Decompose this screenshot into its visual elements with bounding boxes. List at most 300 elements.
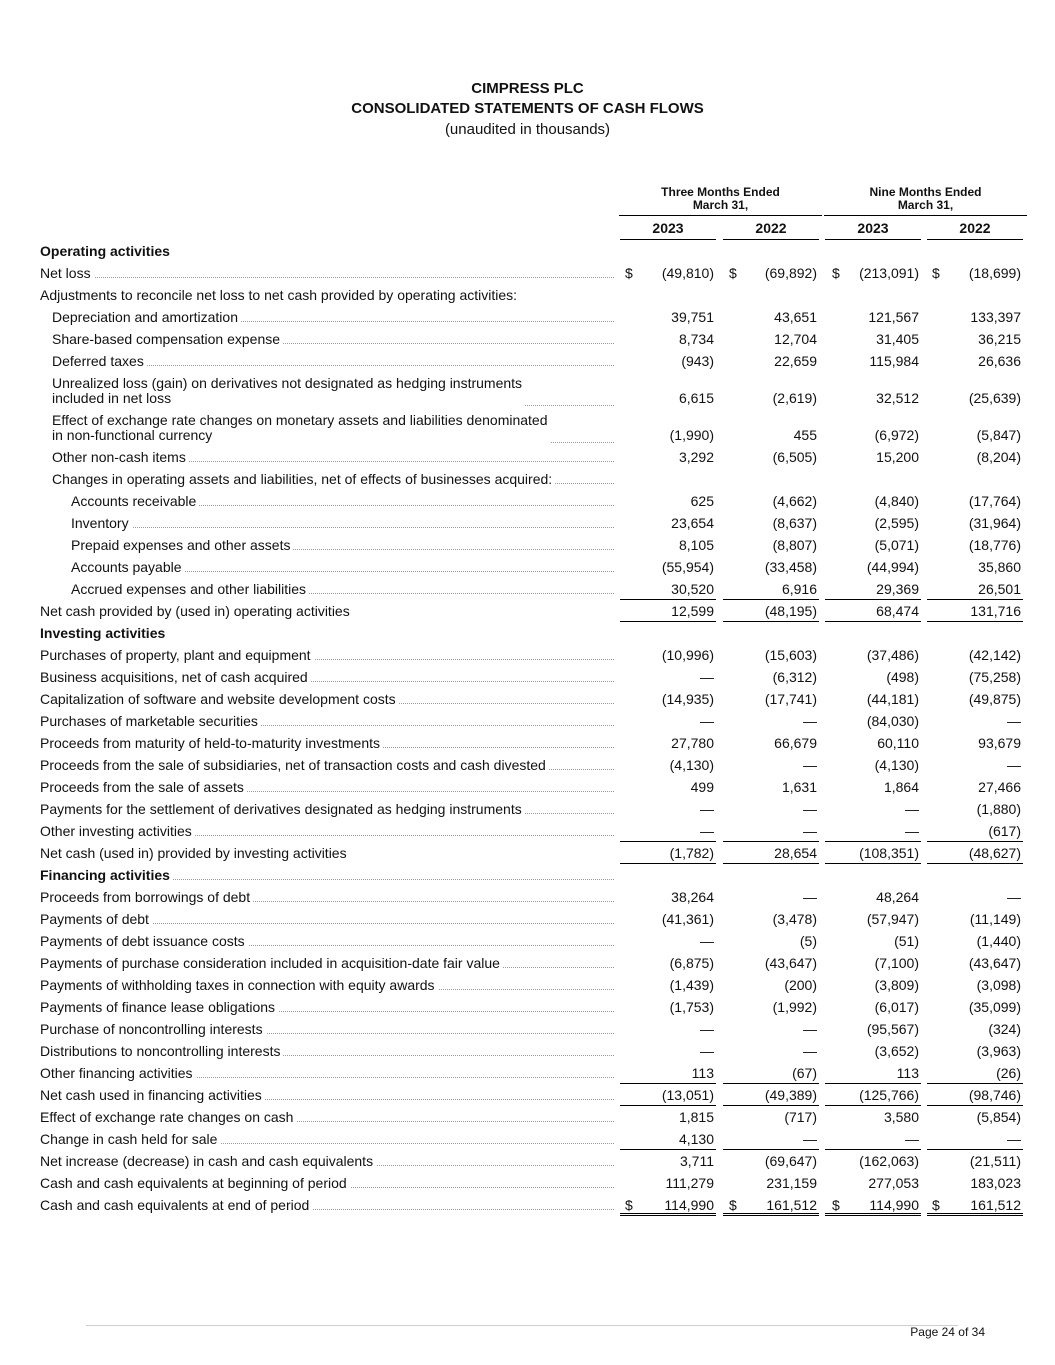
- table-row: [0, 1172, 1055, 1194]
- table-cell: —: [700, 823, 714, 839]
- table-row: [0, 1106, 1055, 1128]
- table-cell: —: [700, 801, 714, 817]
- table-cell: —: [700, 669, 714, 685]
- dot-leader: [44, 277, 614, 278]
- row-label: [40, 1150, 376, 1172]
- row-label: [40, 1106, 296, 1128]
- subtotal-rule: [825, 1105, 921, 1106]
- row-label: [71, 578, 309, 600]
- row-label: [52, 468, 555, 490]
- table-cell: 131,716: [970, 603, 1021, 619]
- table-cell: 93,679: [978, 735, 1021, 751]
- table-cell: (943): [681, 353, 714, 369]
- table-cell: 113: [691, 1065, 714, 1081]
- table-cell: (5): [799, 933, 817, 949]
- table-cell: —: [1007, 1131, 1021, 1147]
- row-label-line: Other financing activities: [40, 1065, 193, 1081]
- row-label: [52, 328, 283, 350]
- table-cell: (18,776): [968, 537, 1021, 553]
- table-cell: (48,627): [968, 845, 1021, 861]
- table-cell: (6,017): [874, 999, 919, 1015]
- row-label-line: Payments of debt issuance costs: [40, 933, 245, 949]
- table-cell: 3,711: [680, 1153, 714, 1169]
- row-label: [40, 908, 152, 930]
- row-label: [52, 446, 189, 468]
- table-cell: 6,916: [781, 581, 817, 597]
- table-cell: (2,595): [874, 515, 919, 531]
- currency-symbol: $: [832, 1197, 840, 1213]
- row-label: [40, 600, 353, 622]
- table-cell: 48,264: [876, 889, 919, 905]
- table-cell: (1,753): [669, 999, 714, 1015]
- row-label-line: Accounts receivable: [71, 493, 197, 509]
- table-row: [0, 930, 1055, 952]
- table-row: [0, 622, 1055, 644]
- table-row: [0, 468, 1055, 490]
- table-row: [0, 666, 1055, 688]
- table-cell: (69,647): [764, 1153, 817, 1169]
- table-row: [0, 798, 1055, 820]
- currency-symbol: $: [932, 265, 940, 281]
- table-cell: 39,751: [671, 309, 714, 325]
- subtotal-rule: [723, 1083, 819, 1084]
- table-cell: (49,810): [661, 265, 714, 281]
- table-cell: (1,992): [772, 999, 817, 1015]
- currency-symbol: $: [729, 265, 737, 281]
- subtotal-rule: [620, 599, 716, 600]
- table-cell: 6,615: [678, 390, 714, 406]
- table-cell: —: [700, 713, 714, 729]
- table-row: [0, 820, 1055, 842]
- table-cell: 183,023: [970, 1175, 1021, 1191]
- row-label-line: Payments of purchase consideration included in acquisition-date fair value: [40, 955, 500, 971]
- table-cell: (37,486): [866, 647, 919, 663]
- table-cell: (1,440): [976, 933, 1021, 949]
- table-cell: (14,935): [661, 691, 714, 707]
- table-cell: 31,405: [876, 331, 919, 347]
- row-label: [40, 1172, 350, 1194]
- table-cell: (75,258): [968, 669, 1021, 685]
- table-cell: 161,512: [970, 1197, 1021, 1213]
- table-cell: (18,699): [968, 265, 1021, 281]
- row-label-line: Net increase (decrease) in cash and cash equivalents: [40, 1153, 374, 1169]
- row-label-line: included in net loss: [52, 390, 172, 406]
- row-label-line: Net cash provided by (used in) operating activities: [40, 603, 350, 619]
- table-row: [0, 240, 1055, 262]
- row-label: [40, 842, 350, 864]
- table-cell: —: [803, 801, 817, 817]
- subtotal-rule: [927, 599, 1023, 600]
- table-cell: (6,875): [669, 955, 714, 971]
- table-cell: (4,840): [874, 493, 919, 509]
- table-row: [0, 534, 1055, 556]
- table-cell: (48,195): [764, 603, 817, 619]
- table-cell: —: [1007, 713, 1021, 729]
- table-cell: (21,511): [969, 1153, 1021, 1169]
- table-cell: (7,100): [874, 955, 919, 971]
- currency-symbol: $: [832, 265, 840, 281]
- row-label: [71, 534, 293, 556]
- table-cell: (15,603): [764, 647, 817, 663]
- footer-divider: [86, 1325, 958, 1326]
- table-row: [0, 578, 1055, 600]
- table-cell: (6,312): [772, 669, 817, 685]
- column-group-line2: March 31,: [692, 198, 749, 212]
- subtotal-rule: [723, 1105, 819, 1106]
- table-cell: 625: [690, 493, 714, 509]
- table-cell: —: [803, 757, 817, 773]
- table-row: [0, 776, 1055, 798]
- table-row: [0, 490, 1055, 512]
- subtotal-rule: [620, 863, 716, 864]
- row-label-line: Proceeds from the sale of subsidiaries, net of transaction costs and cash divested: [40, 757, 546, 773]
- table-cell: —: [803, 823, 817, 839]
- table-cell: (4,130): [874, 757, 919, 773]
- row-label-line: Other investing activities: [40, 823, 192, 839]
- table-cell: (8,204): [976, 449, 1021, 465]
- table-cell: 22,659: [774, 353, 817, 369]
- table-row: [0, 512, 1055, 534]
- table-cell: (51): [894, 933, 919, 949]
- table-row: [0, 350, 1055, 372]
- table-cell: (44,994): [866, 559, 919, 575]
- table-row: [0, 372, 1055, 409]
- table-cell: (717): [784, 1109, 817, 1125]
- table-cell: 35,860: [978, 559, 1021, 575]
- row-label-line: Purchases of marketable securities: [40, 713, 258, 729]
- row-label: [40, 1062, 196, 1084]
- table-cell: (162,063): [859, 1153, 919, 1169]
- table-cell: (95,567): [866, 1021, 919, 1037]
- table-cell: (108,351): [859, 845, 919, 861]
- table-cell: (10,996): [661, 647, 714, 663]
- row-label: [52, 376, 525, 406]
- table-cell: 113: [896, 1065, 919, 1081]
- subtotal-rule: [723, 599, 819, 600]
- table-cell: (2,619): [772, 390, 817, 406]
- row-label-line: Net cash used in financing activities: [40, 1087, 262, 1103]
- table-row: [0, 262, 1055, 284]
- table-cell: —: [700, 933, 714, 949]
- row-label-line: Share-based compensation expense: [52, 331, 281, 347]
- subtotal-rule: [927, 863, 1023, 864]
- total-double-rule: [620, 1213, 716, 1216]
- subtotal-rule: [723, 841, 819, 842]
- table-cell: —: [905, 1131, 919, 1147]
- table-cell: 499: [690, 779, 714, 795]
- row-label-line: Unrealized loss (gain) on derivatives not designated as hedging instruments: [52, 375, 523, 391]
- row-label-line: Distributions to noncontrolling interests: [40, 1043, 281, 1059]
- table-row: [0, 1062, 1055, 1084]
- row-label-line: Prepaid expenses and other assets: [71, 537, 291, 553]
- table-cell: (11,149): [969, 911, 1021, 927]
- table-cell: —: [803, 889, 817, 905]
- row-label-line: Accounts payable: [71, 559, 182, 575]
- table-cell: (84,030): [866, 713, 919, 729]
- table-row: [0, 710, 1055, 732]
- currency-symbol: $: [625, 265, 633, 281]
- table-cell: (3,809): [874, 977, 919, 993]
- table-row: [0, 886, 1055, 908]
- year-header: 2022: [755, 220, 787, 236]
- currency-symbol: $: [932, 1197, 940, 1213]
- table-cell: —: [700, 1021, 714, 1037]
- table-cell: (69,892): [764, 265, 817, 281]
- table-cell: 43,651: [774, 309, 817, 325]
- row-label-line: Purchase of noncontrolling interests: [40, 1021, 263, 1037]
- total-double-rule: [927, 1213, 1023, 1216]
- total-double-rule: [723, 1213, 819, 1216]
- row-label: [40, 930, 248, 952]
- row-label: [71, 556, 185, 578]
- table-cell: —: [1007, 889, 1021, 905]
- row-label-line: Business acquisitions, net of cash acquired: [40, 669, 308, 685]
- table-row: [0, 908, 1055, 930]
- row-label: [40, 798, 525, 820]
- table-cell: 66,679: [774, 735, 817, 751]
- column-group-underline: [824, 215, 1027, 216]
- row-label: [40, 776, 247, 798]
- table-row: [0, 1150, 1055, 1172]
- row-label: [52, 306, 241, 328]
- table-cell: (5,071): [874, 537, 919, 553]
- subtotal-rule: [723, 863, 819, 864]
- table-cell: 8,734: [678, 331, 714, 347]
- table-cell: (26): [996, 1065, 1021, 1081]
- total-double-rule: [825, 1213, 921, 1216]
- row-label-line: Effect of exchange rate changes on cash: [40, 1109, 294, 1125]
- table-cell: (25,639): [968, 390, 1021, 406]
- table-cell: 23,654: [671, 515, 714, 531]
- row-label-line: Changes in operating assets and liabilities, net of effects of businesses acquired:: [52, 471, 553, 487]
- table-row: [0, 446, 1055, 468]
- table-row: [0, 328, 1055, 350]
- year-header: 2022: [959, 220, 991, 236]
- table-cell: (49,389): [764, 1087, 817, 1103]
- table-cell: (13,051): [661, 1087, 714, 1103]
- table-cell: (8,637): [772, 515, 817, 531]
- row-label: [71, 512, 132, 534]
- table-cell: (6,505): [772, 449, 817, 465]
- table-cell: 4,130: [678, 1131, 714, 1147]
- table-row: [0, 732, 1055, 754]
- section-heading: [40, 864, 173, 886]
- table-row: [0, 1018, 1055, 1040]
- table-cell: (125,766): [859, 1087, 919, 1103]
- table-cell: 12,599: [671, 603, 714, 619]
- currency-symbol: $: [729, 1197, 737, 1213]
- table-cell: —: [905, 823, 919, 839]
- row-label: [40, 952, 503, 974]
- subtotal-rule: [723, 621, 819, 622]
- table-cell: (42,142): [968, 647, 1021, 663]
- table-cell: (98,746): [968, 1087, 1021, 1103]
- row-label: [40, 974, 438, 996]
- year-header: 2023: [652, 220, 684, 236]
- table-row: [0, 600, 1055, 622]
- subtotal-rule: [825, 1149, 921, 1150]
- table-row: [0, 974, 1055, 996]
- section-heading: [40, 240, 173, 262]
- row-label: [52, 413, 551, 443]
- row-label-line: Payments for the settlement of derivatives designated as hedging instruments: [40, 801, 522, 817]
- column-group-line1: Three Months Ended: [661, 185, 780, 199]
- statement-units: (unaudited in thousands): [444, 121, 611, 138]
- table-cell: (1,782): [669, 845, 714, 861]
- subtotal-rule: [620, 621, 716, 622]
- table-cell: 277,053: [868, 1175, 919, 1191]
- table-cell: (67): [792, 1065, 817, 1081]
- subtotal-rule: [825, 621, 921, 622]
- table-cell: (200): [784, 977, 817, 993]
- row-label-line: Investing activities: [40, 625, 166, 641]
- table-cell: —: [803, 1021, 817, 1037]
- table-cell: (1,990): [669, 427, 714, 443]
- row-label: [52, 350, 147, 372]
- table-cell: (44,181): [866, 691, 919, 707]
- subtotal-rule: [620, 841, 716, 842]
- column-group-line1: Nine Months Ended: [869, 185, 982, 199]
- row-label-line: Net cash (used in) provided by investing activities: [40, 845, 347, 861]
- table-cell: 1,864: [883, 779, 919, 795]
- row-label: [40, 1084, 265, 1106]
- subtotal-rule: [825, 599, 921, 600]
- row-label: [40, 688, 399, 710]
- row-label: [40, 262, 94, 284]
- table-cell: (498): [886, 669, 919, 685]
- table-cell: (35,099): [968, 999, 1021, 1015]
- column-group-underline: [619, 215, 822, 216]
- row-label: [40, 666, 311, 688]
- table-cell: (31,964): [968, 515, 1021, 531]
- table-row: [0, 409, 1055, 446]
- table-cell: (33,458): [764, 559, 817, 575]
- row-label: [40, 284, 520, 306]
- row-label: [40, 996, 278, 1018]
- subtotal-rule: [825, 863, 921, 864]
- table-cell: 8,105: [678, 537, 714, 553]
- table-cell: 114,990: [869, 1197, 919, 1213]
- column-group-nine-months: [824, 186, 1027, 212]
- table-cell: (57,947): [866, 911, 919, 927]
- table-cell: 115,984: [869, 353, 919, 369]
- row-label-line: Operating activities: [40, 243, 170, 259]
- row-label: [40, 1018, 266, 1040]
- row-label-line: Payments of finance lease obligations: [40, 999, 276, 1015]
- company-name: CIMPRESS PLC: [471, 80, 584, 97]
- table-cell: 68,474: [876, 603, 919, 619]
- table-cell: (5,847): [976, 427, 1021, 443]
- row-label: [40, 732, 383, 754]
- subtotal-rule: [723, 1149, 819, 1150]
- table-row: [0, 556, 1055, 578]
- table-cell: 27,780: [671, 735, 714, 751]
- row-label-line: Proceeds from the sale of assets: [40, 779, 244, 795]
- subtotal-rule: [927, 621, 1023, 622]
- subtotal-rule: [927, 1149, 1023, 1150]
- table-row: [0, 1040, 1055, 1062]
- table-cell: 32,512: [876, 390, 919, 406]
- table-cell: (4,662): [772, 493, 817, 509]
- table-cell: 1,815: [678, 1109, 714, 1125]
- subtotal-rule: [620, 1105, 716, 1106]
- row-label-line: Net loss: [40, 265, 91, 281]
- table-cell: 60,110: [877, 735, 919, 751]
- column-group-three-months: [619, 186, 822, 212]
- subtotal-rule: [825, 841, 921, 842]
- table-cell: (43,647): [968, 955, 1021, 971]
- table-cell: 3,580: [883, 1109, 919, 1125]
- table-cell: (1,880): [976, 801, 1021, 817]
- table-cell: (49,875): [968, 691, 1021, 707]
- row-label-line: Effect of exchange rate changes on monetary assets and liabilities denominated: [52, 412, 548, 428]
- table-cell: 36,215: [978, 331, 1021, 347]
- table-row: [0, 1084, 1055, 1106]
- row-label-line: Other non-cash items: [52, 449, 186, 465]
- table-cell: 29,369: [876, 581, 919, 597]
- row-label-line: Payments of withholding taxes in connection with equity awards: [40, 977, 435, 993]
- row-label: [40, 1040, 283, 1062]
- section-heading: [40, 622, 168, 644]
- table-cell: 26,636: [978, 353, 1021, 369]
- row-label-line: Proceeds from borrowings of debt: [40, 889, 251, 905]
- table-cell: 28,654: [774, 845, 817, 861]
- table-cell: (1,439): [669, 977, 714, 993]
- row-label-line: in non-functional currency: [52, 427, 213, 443]
- row-label-line: Payments of debt: [40, 911, 149, 927]
- table-cell: (5,854): [976, 1109, 1021, 1125]
- table-cell: 455: [793, 427, 817, 443]
- row-label-line: Accrued expenses and other liabilities: [71, 581, 307, 597]
- table-cell: 114,990: [664, 1197, 714, 1213]
- table-cell: (617): [988, 823, 1021, 839]
- row-label-line: Adjustments to reconcile net loss to net cash provided by operating activities:: [40, 287, 518, 303]
- table-cell: 27,466: [978, 779, 1021, 795]
- table-row: [0, 284, 1055, 306]
- table-cell: —: [803, 713, 817, 729]
- table-cell: 161,512: [766, 1197, 817, 1213]
- row-label: [40, 820, 195, 842]
- table-row: [0, 996, 1055, 1018]
- row-label-line: Deferred taxes: [52, 353, 144, 369]
- table-cell: 15,200: [876, 449, 919, 465]
- table-cell: (3,478): [772, 911, 817, 927]
- table-cell: (55,954): [661, 559, 714, 575]
- table-cell: (6,972): [874, 427, 919, 443]
- table-cell: (8,807): [772, 537, 817, 553]
- table-cell: (4,130): [669, 757, 714, 773]
- table-row: [0, 952, 1055, 974]
- row-label: [40, 644, 314, 666]
- row-label-line: Cash and cash equivalents at end of period: [40, 1197, 310, 1213]
- subtotal-rule: [620, 1083, 716, 1084]
- row-label: [40, 754, 549, 776]
- table-cell: 3,292: [678, 449, 714, 465]
- table-cell: 38,264: [671, 889, 714, 905]
- table-cell: 121,567: [868, 309, 919, 325]
- subtotal-rule: [620, 1149, 716, 1150]
- table-cell: 30,520: [671, 581, 714, 597]
- row-label-line: Proceeds from maturity of held-to-maturity investments: [40, 735, 381, 751]
- subtotal-rule: [825, 1083, 921, 1084]
- table-cell: —: [803, 1043, 817, 1059]
- row-label: [40, 1194, 312, 1216]
- subtotal-rule: [927, 1105, 1023, 1106]
- table-row: [0, 842, 1055, 864]
- table-cell: —: [1007, 757, 1021, 773]
- table-cell: —: [905, 801, 919, 817]
- row-label-line: Purchases of property, plant and equipment: [40, 647, 311, 663]
